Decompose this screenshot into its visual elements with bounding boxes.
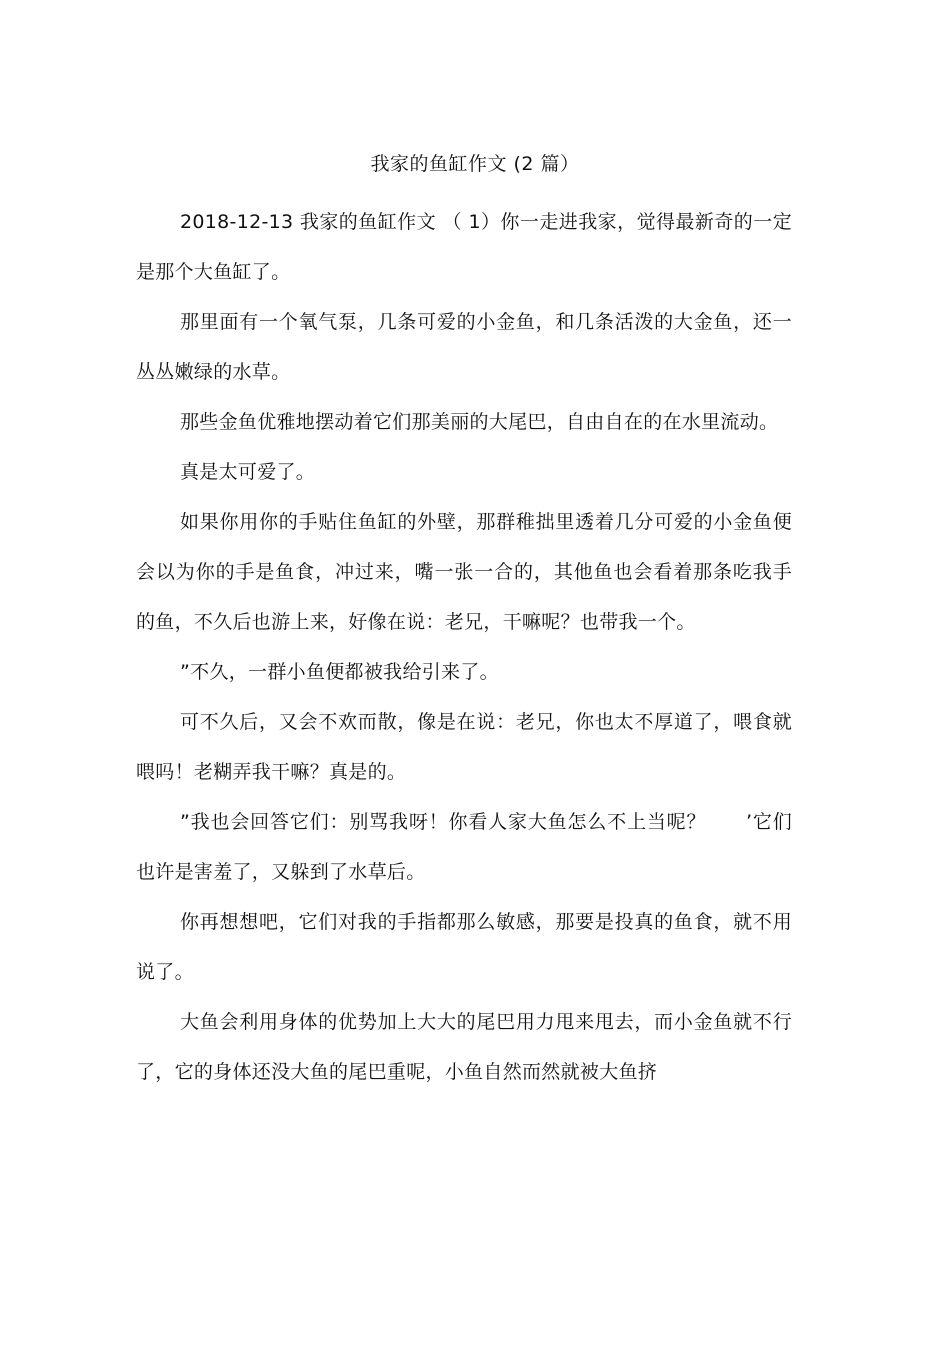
document-body <box>136 197 792 1097</box>
paragraph: 可不久后，又会不欢而散，像是在说：老兄，你也太不厚道了，喂食就喂吗！老糊弄我干嘛？真是的。 <box>136 711 792 783</box>
paragraph: 如果你用你的手贴住鱼缸的外壁，那群稚拙里透着几分可爱的小金鱼便会以为你的手是鱼食，冲过来，嘴一张一合的，其他鱼也会看着那条吃我手的鱼，不久后也游上来，好像在说：老兄，干嘛呢？也带我一个。 <box>136 511 792 633</box>
paragraph: ”不久，一群小鱼便都被我给引来了。 <box>180 661 499 683</box>
paragraph: 大鱼会利用身体的优势加上大大的尾巴用力甩来甩去，而小金鱼就不行了，它的身体还没大鱼的尾巴重呢，小鱼自然而然就被大鱼挤 <box>136 1011 792 1083</box>
paragraph: 那些金鱼优雅地摆动着它们那美丽的大尾巴，自由自在的在水里流动。 <box>180 411 779 433</box>
paragraph: 真是太可爱了。 <box>180 461 316 483</box>
paragraph: 你再想想吧，它们对我的手指都那么敏感，那要是投真的鱼食，就不用说了。 <box>136 911 792 983</box>
paragraph: 2018-12-13 我家的鱼缸作文 （ 1）你一走进我家，觉得最新奇的一定是那个大鱼缸了。 <box>136 211 792 283</box>
paragraph: 那里面有一个氧气泵，几条可爱的小金鱼，和几条活泼的大金鱼，还一丛丛嫩绿的水草。 <box>136 311 792 383</box>
paragraph: ”我也会回答它们：别骂我呀！你看人家大鱼怎么不上当呢？ ’它们也许是害羞了，又躲到了水草后。 <box>136 811 792 883</box>
document-title: 我家的鱼缸作文 (2 篇） <box>370 153 580 175</box>
